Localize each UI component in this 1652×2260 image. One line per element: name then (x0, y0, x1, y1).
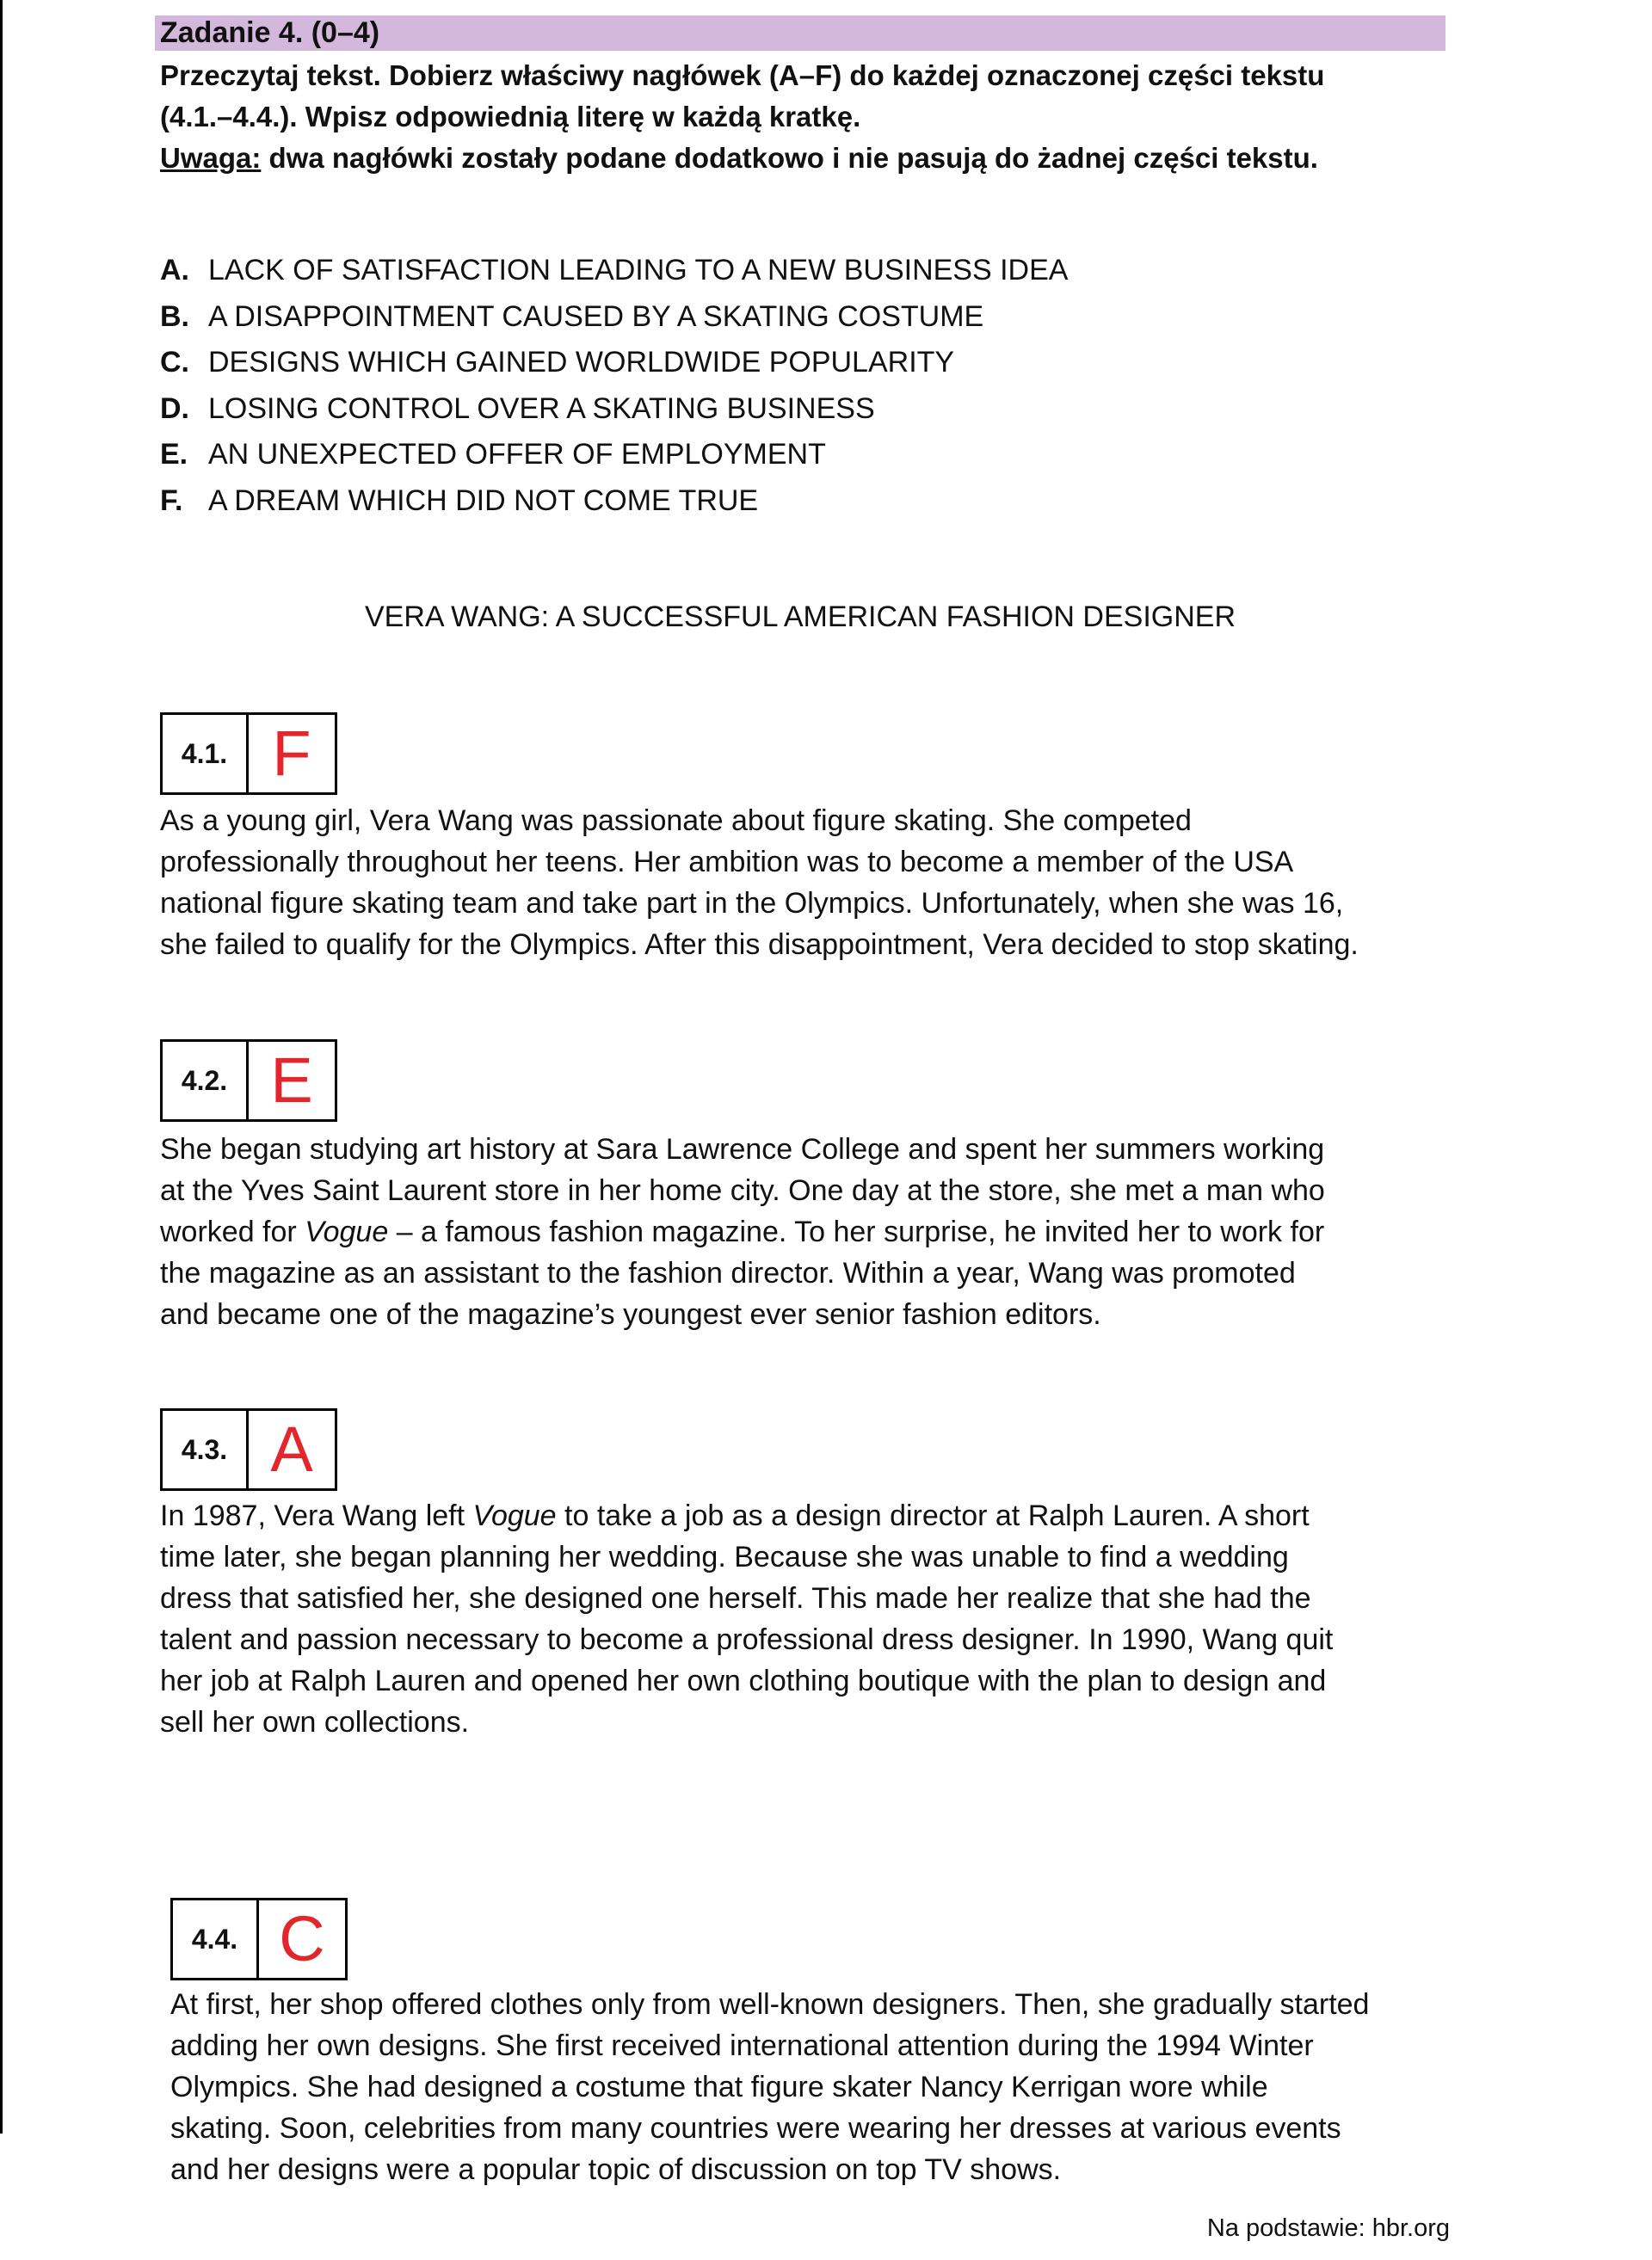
heading-letter: E. (160, 438, 188, 471)
heading-option-f (160, 478, 1068, 525)
text-line: sell her own collections. (160, 1706, 470, 1739)
text-line: at the Yves Saint Laurent store in her home city. One day at the store, she met a man who (160, 1174, 1325, 1207)
section-4-4-text (170, 1984, 1369, 2190)
instruction-line: (4.1.–4.4.). Wpisz odpowiednią literę w każdą kratkę. (160, 101, 861, 132)
answer-letter[interactable]: A (270, 1413, 313, 1485)
heading-letter: C. (160, 346, 189, 379)
answer-box-label: 4.1. (163, 715, 249, 792)
text-line (160, 1211, 1325, 1253)
article-title: VERA WANG: A SUCCESSFUL AMERICAN FASHION DESIGNER (364, 600, 1236, 633)
text-line: talent and passion necessary to become a professional dress designer. In 1990, Wang quit (160, 1623, 1334, 1656)
answer-box-4-2[interactable] (160, 1039, 337, 1122)
answer-box-label: 4.2. (163, 1042, 249, 1119)
text-line: she failed to qualify for the Olympics. After this disappointment, Vera decided to stop skating. (160, 928, 1359, 961)
section-4-2-text (160, 1129, 1325, 1335)
left-margin-rule (0, 0, 3, 2134)
text-line: skating. Soon, celebrities from many countries were wearing her dresses at various events (170, 2112, 1341, 2145)
heading-letter: A. (160, 254, 189, 286)
instruction-note (160, 138, 1485, 179)
text-line: As a young girl, Vera Wang was passionate about figure skating. She competed (160, 804, 1192, 837)
heading-option-a (160, 248, 1068, 294)
magazine-name: Vogue (305, 1216, 389, 1248)
section-4-3-text (160, 1495, 1333, 1743)
text-line: She began studying art history at Sara Lawrence College and spent her summers working (160, 1133, 1325, 1166)
magazine-name: Vogue (472, 1499, 557, 1532)
section-4-1-text (160, 800, 1359, 965)
text-fragment: worked for (160, 1216, 305, 1248)
heading-letter: F. (160, 483, 183, 517)
text-line: adding her own designs. She first received international attention during the 1994 Winter (170, 2029, 1314, 2062)
text-fragment: – a famous fashion magazine. To her surprise, he invited her to work for (388, 1216, 1325, 1248)
answer-box-4-4[interactable] (170, 1898, 348, 1980)
heading-option-c (160, 340, 1068, 386)
answer-box-label: 4.3. (163, 1411, 249, 1488)
heading-text: A DREAM WHICH DID NOT COME TRUE (208, 483, 759, 517)
text-line: her job at Ralph Lauren and opened her own clothing boutique with the plan to design and (160, 1665, 1327, 1697)
heading-text: A DISAPPOINTMENT CAUSED BY A SKATING COSTUME (208, 299, 984, 333)
instruction-line: Przeczytaj tekst. Dobierz właściwy nagłówek (A–F) do każdej oznaczonej części tekstu (160, 59, 1325, 91)
task-title: Zadanie 4. (0–4) (155, 15, 1446, 51)
text-line (160, 1495, 1333, 1536)
answer-letter[interactable]: E (270, 1044, 313, 1116)
text-line: Olympics. She had designed a costume that figure skater Nancy Kerrigan wore while (170, 2071, 1268, 2103)
task-instructions (160, 55, 1485, 179)
text-fragment: In 1987, Vera Wang left (160, 1499, 473, 1532)
answer-box-label: 4.4. (173, 1900, 259, 1978)
answer-letter[interactable]: C (279, 1903, 325, 1974)
answer-letter[interactable]: F (272, 717, 311, 789)
heading-option-e (160, 432, 1068, 478)
note-text: dwa nagłówki zostały podane dodatkowo i nie pasują do żadnej części tekstu. (261, 142, 1318, 174)
text-line: the magazine as an assistant to the fashion director. Within a year, Wang was promoted (160, 1257, 1296, 1290)
text-line: time later, she began planning her wedding. Because she was unable to find a wedding (160, 1541, 1289, 1573)
source-credit: Na podstawie: hbr.org (1206, 2214, 1450, 2242)
heading-text: DESIGNS WHICH GAINED WORLDWIDE POPULARITY (208, 346, 955, 379)
text-line: national figure skating team and take part in the Olympics. Unfortunately, when she was 16, (160, 887, 1344, 920)
answer-box-4-3[interactable] (160, 1408, 337, 1491)
answer-box-4-1[interactable] (160, 712, 337, 795)
text-line: dress that satisfied her, she designed one herself. This made her realize that she had the (160, 1582, 1311, 1615)
text-fragment: to take a job as a design director at Ralph Lauren. A short (556, 1499, 1310, 1532)
heading-letter: B. (160, 299, 189, 333)
text-line: At first, her shop offered clothes only from well-known designers. Then, she gradually started (170, 1988, 1370, 2021)
heading-text: LOSING CONTROL OVER A SKATING BUSINESS (208, 391, 875, 425)
heading-text: AN UNEXPECTED OFFER OF EMPLOYMENT (208, 438, 826, 471)
heading-option-b (160, 294, 1068, 341)
text-line: and became one of the magazine’s youngest ever senior fashion editors. (160, 1298, 1101, 1331)
text-line: and her designs were a popular topic of discussion on top TV shows. (170, 2153, 1062, 2186)
heading-text: LACK OF SATISFACTION LEADING TO A NEW BUSINESS IDEA (208, 254, 1069, 286)
heading-option-d (160, 386, 1068, 433)
note-label: Uwaga: (160, 142, 262, 174)
text-line: professionally throughout her teens. Her ambition was to become a member of the USA (160, 846, 1294, 878)
heading-options-list (160, 248, 1068, 524)
heading-letter: D. (160, 391, 189, 425)
